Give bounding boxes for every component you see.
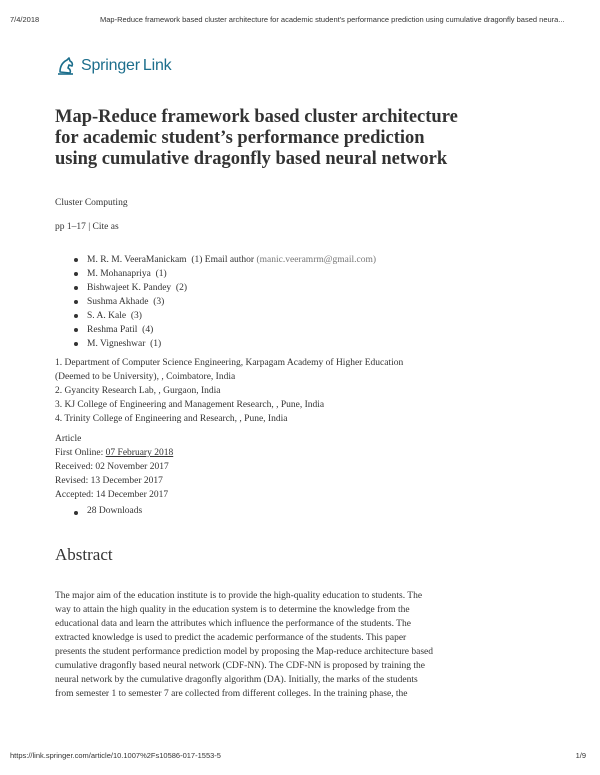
email-author-link[interactable]: Email author — [204, 255, 255, 265]
print-page-title: Map-Reduce framework based cluster architecture for academic student's performance prediction using cumulative dragonfly based neura... — [100, 15, 565, 24]
author-affiliation-ref: (3) — [130, 311, 142, 321]
author-affiliation-ref: (1) — [191, 255, 203, 265]
author-item[interactable] — [72, 253, 376, 267]
author-item[interactable] — [72, 323, 376, 337]
accepted-date: Accepted: 14 December 2017 — [55, 490, 169, 500]
first-online-label: First Online: — [55, 448, 106, 458]
author-name[interactable]: Bishwajeet K. Pandey — [87, 283, 172, 293]
affiliation-list — [55, 356, 415, 426]
downloads-count: 28 Downloads — [72, 506, 142, 516]
article-type: Article — [55, 434, 82, 444]
author-item[interactable] — [72, 337, 376, 351]
print-date: 7/4/2018 — [10, 15, 40, 24]
author-affiliation-ref: (4) — [142, 325, 154, 335]
affiliation-item: 3. KJ College of Engineering and Management Research, , Pune, India — [55, 400, 325, 410]
pages-cite-as[interactable]: pp 1–17 | Cite as — [55, 222, 119, 232]
logo-text — [81, 57, 171, 75]
article-metrics — [72, 506, 142, 516]
print-footer — [10, 751, 586, 763]
received-date: Received: 02 November 2017 — [55, 462, 169, 472]
author-name[interactable]: Reshma Patil — [87, 325, 138, 335]
author-affiliation-ref: (1) — [150, 339, 162, 349]
abstract-heading: Abstract — [55, 545, 113, 564]
article-history — [55, 432, 173, 502]
author-item[interactable] — [72, 281, 376, 295]
springer-horse-icon — [56, 56, 76, 76]
print-header — [10, 15, 586, 27]
author-name[interactable]: M. Mohanapriya — [87, 269, 151, 279]
author-name[interactable]: M. Vigneshwar — [87, 339, 146, 349]
affiliation-item: 1. Department of Computer Science Engineering, Karpagam Academy of Higher Education (Deemed to be University), , Coimbatore, India — [55, 358, 404, 382]
author-item[interactable] — [72, 295, 376, 309]
author-list — [72, 253, 376, 351]
author-item[interactable] — [72, 267, 376, 281]
author-name[interactable]: S. A. Kale — [87, 311, 127, 321]
revised-date: Revised: 13 December 2017 — [55, 476, 163, 486]
logo-suffix: Link — [142, 57, 172, 74]
author-affiliation-ref: (1) — [155, 269, 167, 279]
affiliation-item: 4. Trinity College of Engineering and Research, , Pune, India — [55, 414, 288, 424]
article-title: Map-Reduce framework based cluster architecture for academic student’s performance prediction using cumulative dragonfly based neural network — [55, 107, 458, 169]
affiliation-item: 2. Gyancity Research Lab, , Gurgaon, India — [55, 386, 221, 396]
author-item[interactable] — [72, 309, 376, 323]
author-email[interactable]: (manic.veeramrm@gmail.com) — [256, 255, 377, 265]
first-online — [55, 446, 173, 460]
author-name[interactable]: Sushma Akhade — [87, 297, 149, 307]
print-url: https://link.springer.com/article/10.1007%2Fs10586-017-1553-5 — [10, 751, 221, 760]
author-affiliation-ref: (3) — [153, 297, 165, 307]
author-name[interactable]: M. R. M. VeeraManickam — [87, 255, 187, 265]
author-affiliation-ref: (2) — [175, 283, 187, 293]
first-online-date[interactable]: 07 February 2018 — [105, 448, 174, 458]
journal-name[interactable]: Cluster Computing — [55, 198, 128, 208]
print-page-number: 1/9 — [575, 751, 586, 760]
abstract-body: The major aim of the education institute is to provide the high-quality education to students. The way to attain the high quality in the education system is to determine the knowledge from the educational data and learn the attributes which influence the performance of the students. The extracted knowledge is used to predict the academic performance of the students. This paper presents the student performance prediction model by proposing the Map-reduce architecture based cumulative dragonfly based neural network (CDF-NN). The CDF-NN is proposed by training the neural network by the cumulative dragonfly algorithm (DA). Initially, the marks of the students from semester 1 to semester 7 are collected from different colleges. In the training phase, the — [55, 591, 434, 699]
logo-brand: Springer — [81, 57, 140, 74]
springer-link-logo[interactable] — [56, 54, 171, 78]
